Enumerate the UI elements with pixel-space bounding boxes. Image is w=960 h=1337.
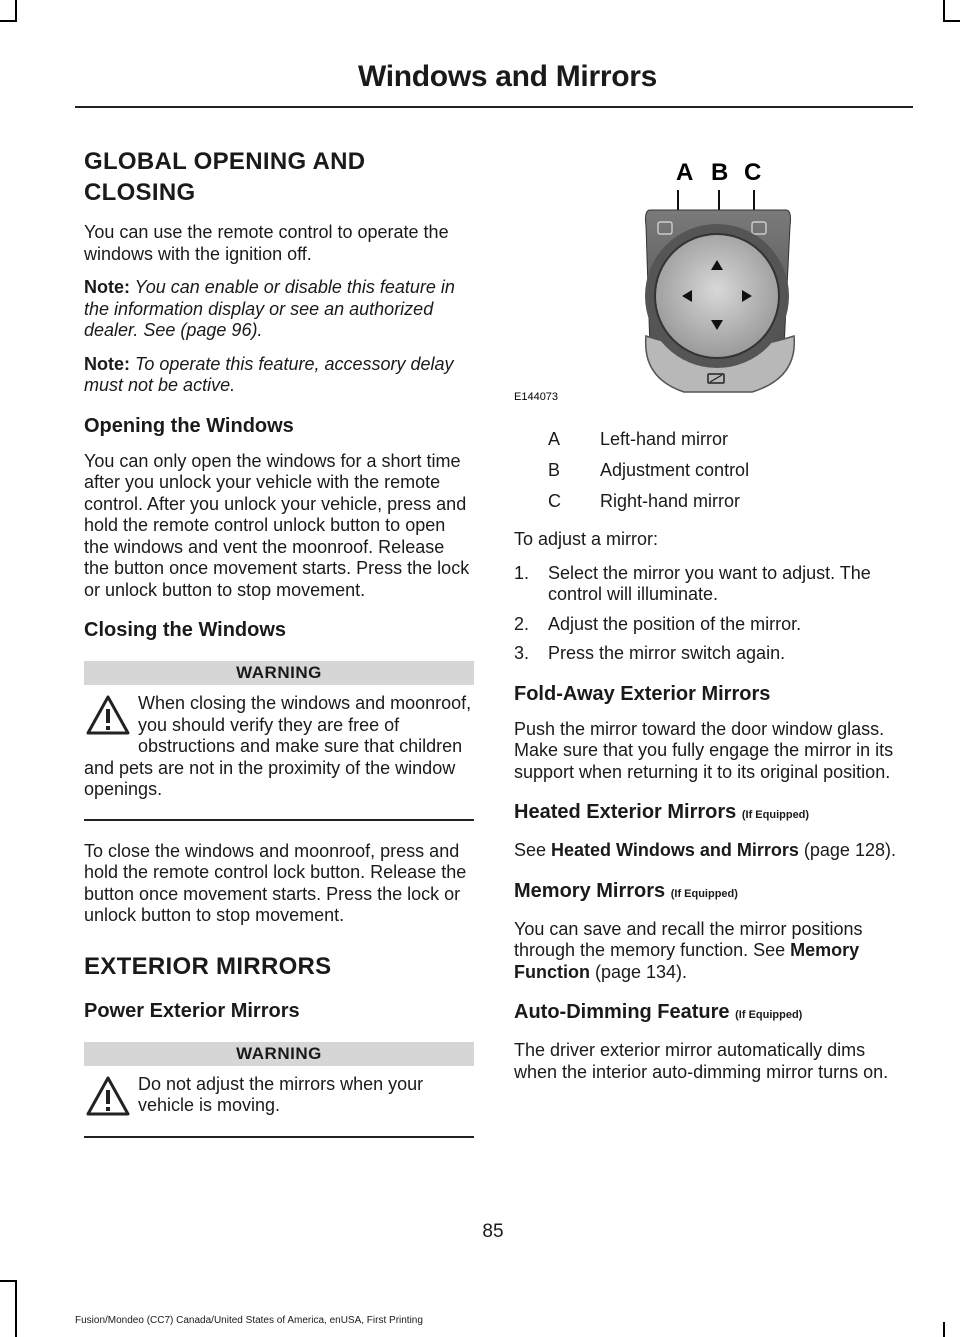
- heated-see: See: [514, 840, 552, 860]
- warning-2-text: Do not adjust the mirrors when your vehicle is moving.: [138, 1073, 424, 1115]
- left-column: [84, 146, 474, 1158]
- crop-mark: [943, 0, 945, 22]
- warning-1-body: [84, 693, 474, 821]
- step-number: 2.: [514, 613, 530, 634]
- step-text: Select the mirror you want to adjust. The control will illuminate.: [548, 562, 871, 604]
- heading-closing-windows: Closing the Windows: [84, 619, 287, 641]
- note-1: [84, 277, 474, 342]
- figure-label-a: A: [676, 159, 694, 186]
- auto-dimming-paragraph: The driver exterior mirror automatically dims when the interior auto-dimming mirror turns on.: [514, 1040, 889, 1082]
- step-number: 1.: [514, 562, 530, 583]
- figure-legend: [514, 424, 912, 517]
- warning-triangle-icon: [84, 693, 132, 739]
- auto-title: Auto-Dimming Feature: [514, 1001, 730, 1023]
- note-2-text: To operate this feature, accessory delay must not be active.: [84, 353, 454, 395]
- figure-label-b: B: [711, 159, 729, 186]
- page-header-title: Windows and Mirrors: [357, 60, 657, 93]
- legend-value: Right-hand mirror: [600, 491, 741, 511]
- figure-code: E144073: [514, 391, 559, 403]
- crop-mark: [943, 1322, 945, 1337]
- memory-text: You can save and recall the mirror positions through the memory function. See: [514, 918, 863, 960]
- crop-mark: [15, 0, 17, 22]
- right-column: [514, 424, 912, 1095]
- crop-mark: [15, 1280, 17, 1337]
- step-text: Adjust the position of the mirror.: [548, 613, 802, 634]
- heated-title: Heated Exterior Mirrors: [514, 801, 737, 823]
- fold-away-paragraph: Push the mirror toward the door window glass. Make sure that you fully engage the mirror in its support when returning it to its original position.: [514, 718, 894, 782]
- figure-label-c: C: [744, 159, 762, 186]
- if-equipped-label: (If Equipped): [670, 887, 738, 900]
- heading-memory-mirrors: [514, 878, 912, 907]
- legend-row: [514, 455, 912, 486]
- page-footer: Fusion/Mondeo (CC7) Canada/United States of America, enUSA, First Printing: [75, 1315, 423, 1326]
- heated-page: (page 128).: [798, 840, 896, 860]
- mirror-control-figure: [514, 148, 914, 408]
- note-2: [84, 354, 474, 397]
- note-2-label: Note:: [84, 353, 130, 374]
- list-item: [514, 643, 912, 665]
- legend-key: A: [548, 429, 561, 449]
- note-1-text: You can enable or disable this feature in the information display or see an authorized dealer. See (page 96).: [84, 277, 455, 340]
- legend-key: C: [548, 491, 561, 511]
- if-equipped-label: (If Equipped): [735, 1009, 803, 1021]
- step-number: 3.: [514, 643, 530, 663]
- heading-fold-away: Fold-Away Exterior Mirrors: [514, 682, 771, 705]
- warning-1-header: WARNING: [84, 661, 474, 685]
- crop-mark: [0, 20, 17, 22]
- memory-paragraph: [514, 919, 912, 984]
- crop-mark: [0, 1280, 17, 1282]
- legend-row: [514, 486, 912, 517]
- heading-auto-dimming: [514, 999, 912, 1028]
- heading-global-opening: GLOBAL OPENING AND CLOSING: [84, 148, 366, 206]
- legend-value: Adjustment control: [600, 460, 750, 480]
- warning-2-header: WARNING: [84, 1042, 474, 1066]
- crop-mark: [943, 20, 960, 22]
- closing-paragraph: To close the windows and moonroof, press and hold the remote control lock button. Release the button once movement starts. Press the lock or unlock button to stop movement.: [84, 840, 467, 925]
- legend-key: B: [548, 460, 561, 480]
- heading-power-exterior-mirrors: Power Exterior Mirrors: [84, 999, 300, 1022]
- memory-page: (page 134).: [589, 961, 688, 982]
- opening-paragraph: You can only open the windows for a short time after you unlock your vehicle with the remote control. After you unlock your vehicle, press and hold the remote control unlock button to open the windows and vent the moonroof. Release the button once movement starts. Press the lock or unlock button to stop movement.: [84, 450, 470, 600]
- memory-link[interactable]: Memory Function: [514, 940, 860, 982]
- memory-title: Memory Mirrors: [514, 879, 666, 902]
- list-item: [514, 614, 912, 636]
- adjust-steps: [514, 563, 912, 665]
- list-item: [514, 563, 912, 606]
- warning-triangle-icon: [84, 1074, 132, 1120]
- header-rule: [75, 106, 913, 108]
- legend-row: [514, 424, 912, 455]
- heading-opening-windows: Opening the Windows: [84, 414, 294, 437]
- heated-paragraph: [514, 840, 912, 862]
- warning-1-text: When closing the windows and moonroof, you should verify they are free of obstructions and make sure that children and pets are not in the proximity of the window openings.: [84, 693, 472, 799]
- adjust-intro: To adjust a mirror:: [514, 529, 659, 549]
- mirror-control-diagram: [514, 148, 914, 408]
- page-number: 85: [482, 1221, 504, 1242]
- intro-paragraph: You can use the remote control to operate the windows with the ignition off.: [84, 222, 449, 264]
- warning-2-body: [84, 1074, 474, 1138]
- heading-heated-mirrors: [514, 799, 912, 828]
- legend-value: Left-hand mirror: [600, 429, 729, 449]
- heading-exterior-mirrors: EXTERIOR MIRRORS: [84, 952, 332, 980]
- step-text: Press the mirror switch again.: [548, 643, 786, 663]
- note-1-label: Note:: [84, 277, 130, 297]
- if-equipped-label: (If Equipped): [741, 809, 810, 821]
- heated-link[interactable]: Heated Windows and Mirrors: [551, 840, 799, 860]
